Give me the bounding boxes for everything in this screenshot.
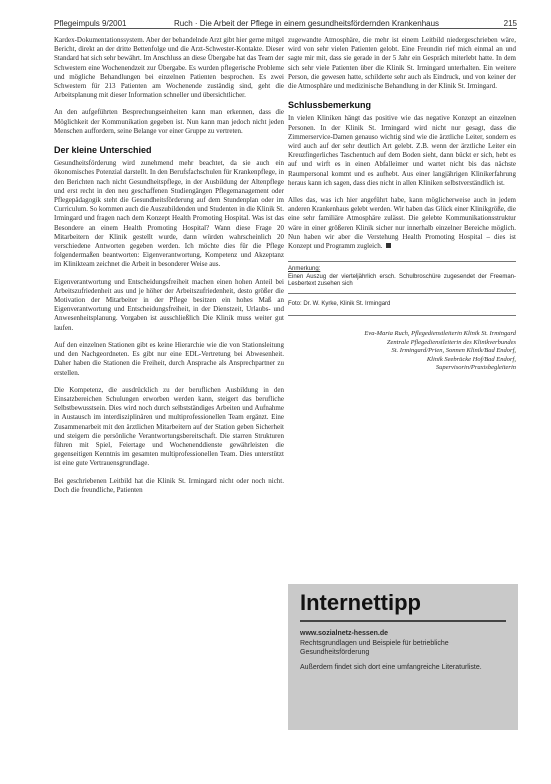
author-line: St. Irmingard/Prien, Sonnen Klinik/Bad Endorf, <box>391 347 516 355</box>
paragraph: Die Kompetenz, die ausdrücklich zu der beruflichen Ausbildung in den Einsatzbereichen Schulungen erworben werden kann, steigert das berufliche Selbstbewusstsein. Dies wird noch durch selbstständiges Arbeiten und Aufnahme in Austausch im interdisziplinären und multiprofessionellen Team ergänzt. Eine Zusammenarbeit mit den ärztlichen Mitarbeitern auf der Station geben Sicherheit und steigern die persönliche Verantwortungsbereitschaft. Die starren Strukturen führen mit Spiel, Feiertage und Wochenenddienste gewährleisten die gegenseitigen Kenntnis im gesamten multiprofessionellen Team. Dies unterstützt ist eine gute Vertrauensgrundlage. <box>54 385 284 468</box>
paragraph: Gesundheitsförderung wird zunehmend mehr beachtet, da sie auch ein ökonomisches Potenzial darstellt. In den Berufsfachschulen für Krankenpflege, in den Berichten nach nicht Gesundheitspflege, in der Ausbildung der Altenpflege und erst recht in den neu geschaffenen Studiengängen Pflegemanagement oder Pflegepädagogik steht die Gesundheitsförderung auf dem Stundenplan oder im Curriculum. So kommen auch die Auszubildenden und Studenten in die Klinik St. Irmingard und fragen nach dem Konzept Health Promoting Hospital. Was ist das Besondere an einem Health Promoting Hospital? Wann diese Frage 20 Mitarbeitern der Klinik gestellt wurde, dann würden wahrscheinlich 20 verschiedene Antworten gegeben werden. Ich möchte dies für die Pflege folgendermaßen beantworten: Eigenverantwortung, Kompetenz und Akzeptanz im Klinikteam zeichnet die Arbeit in besonderer Weise aus. <box>54 159 285 269</box>
tip-link[interactable]: www.sozialnetz-hessen.de <box>300 630 389 637</box>
paragraph: An den aufgeführten Besprechungseinheiten kann man erkennen, dass die Möglichkeit der Kommunikation gegeben ist. Nun kann man jedoch nicht jeden Menschen auffordern, seine Belange vor einer Gruppe zu vertreten. <box>54 108 284 135</box>
note-title: Anmerkung: <box>288 266 321 273</box>
tip-description: Rechtsgrundlagen und Beispiele für betriebliche Gesundheitsförderung <box>300 640 449 656</box>
author-block <box>288 330 516 373</box>
paragraph: Eigenverantwortung und Entscheidungsfreiheit machen einen hohen Anteil bei Arbeitszufriedenheit aus und je höher der Arbeitszufriedenheit, desto größer die Motivation der Mitarbeiter in der Pflege besitzen ein hohes Maß an Eigenverantwortung und Entscheidungsfreiheit, in der Dienstzeit, Urlaubs- und Anwesenheitsplanung. Vorgaben ist ausschließlich Die Klinik muss weiter gut laufen. <box>54 277 284 332</box>
internet-tip-box <box>288 584 518 730</box>
running-title: Ruch · Die Arbeit der Pflege in einem gesundheitsfördernden Krankenhaus <box>174 19 440 28</box>
box-title: Internettipp <box>300 590 421 615</box>
end-mark-icon <box>386 243 391 248</box>
paragraph: In vielen Kliniken hängt das positive wie das negative Konzept an einzelnen Personen. In der Klinik St. Irmingard wird nicht nur gesagt, dass die Zimmerservice-Damen genauso wichtig sind wie die ärztliche Leiter, sondern es wird auch auf der sehr deutlich Art gelebt. Z.B. wenn der ärztliche Leiter ein Kreuzfingerliches Taschentuch auf dem Boden sieht, dann bückt er sich, hebt es auf und wirft es in einen Abfalleimer und wartet nicht bis das nächste Raumpersonal kommt und es aufhebt. Aus einer langjährigen Klinikerfahrung heraus kann ich sagen, dass dies nicht in allen Kliniken selbstverständlich ist. <box>288 114 516 187</box>
section-heading: Der kleine Unterschied <box>54 145 152 156</box>
paragraph <box>288 196 516 251</box>
paragraph: zugewandte Atmosphäre, die mehr ist einem Leitbild niedergeschrieben wäre, wird von sehr vielen Patienten gelobt. Eine Freundin rief mich einmal an und sagte mir mit, dass sie gerade in der 5 Jahr ein Gespräch miterlebt hatte. In dem sich sehr viele Patienten über die Klinik St. Irmingard unterhalten. Ein weitere Person, die gewesen hatte, schilderte sehr auch als Eindruck, und von keiner der die Atmosphäre und medizinische Behandlung in der Klinik St. Irmingard. <box>288 36 516 91</box>
author-line: Zentrale Pflegedienstleiterin des Klinikverbundes <box>386 338 516 346</box>
section-heading: Schlussbemerkung <box>288 100 372 111</box>
tip-description-extra: Außerdem findet sich dort eine umfangreiche Literaturliste. <box>300 664 482 671</box>
author-line: Eva-Maria Ruch, Pflegedienstleiterin Klinik St. Irmingard <box>364 330 516 338</box>
author-line: Klinik Seebrücke Hof/Bad Endorf, <box>426 355 516 363</box>
page-number: 215 <box>503 19 517 28</box>
paragraph-text: Alles das, was ich hier angeführt habe, kann möglicherweise auch in jedem anderen Krankenhaus gelebt werden. Wir haben das Glück einer Klinikgröße, die eine sehr familiäre Atmosphäre zulässt. Die gelebte Kommunikationsstruktur wäre in einer größeren Klinik sicher nur innerhalb einzelner Bereiche möglich. Nun haben wir aber die Verstehung Health Promoting Hospital – dies ist Konzept und Programm zugleich. <box>288 196 516 251</box>
author-line: Supervisorin/Praxisbegleiterin <box>435 364 516 372</box>
note-block <box>288 261 516 294</box>
running-header <box>54 14 517 29</box>
right-column <box>288 36 516 373</box>
note-text: Einen Auszug der vierteljährlich ersch. Schulbroschüre zugesendet der Freeman-Lesbertext zusehen sich <box>288 273 516 288</box>
paragraph: Bei geschriebenen Leitbild hat die Klinik St. Irmingard nicht oder noch nicht. Doch die freundliche, Patienten <box>54 476 284 494</box>
paragraph: Kardex-Dokumentationssystem. Aber der behandelnde Arzt gibt hier gerne mitgel Bericht, direkt an der dritte Bettenfolge und die Arzt-Schwester-Kontakte. Dieser Standard hat sich sehr bewährt. Im Anschluss an diese Übergabe hat das Team der Schwestern eine Wochenendzeit zur Übergabe. Es wurden pflegerische Probleme und mögliche Behandlungen bei einzelnen Patienten besprochen. Es zwei Schwestern für 213 Patienten am Wochenende zuständig sind, geht die Arbeitsplanung mit dieser Information schneller und übersichtlicher. <box>54 36 284 100</box>
photo-credit: Foto: Dr. W. Kyrke, Klinik St. Irmingard <box>288 298 516 316</box>
journal-name: Pflegeimpuls 9/2001 <box>54 19 127 28</box>
left-column <box>54 36 284 503</box>
paragraph: Auf den einzelnen Stationen gibt es keine Hierarchie wie die von Stationsleitung und den Nachgeordneten. Es gibt nur eine EDL-Vertretung bei Abwesenheit. Daher haben die Stationen die Freiheit, durch Ansprache als Ansprechpartner zu erstellen. <box>54 340 284 377</box>
